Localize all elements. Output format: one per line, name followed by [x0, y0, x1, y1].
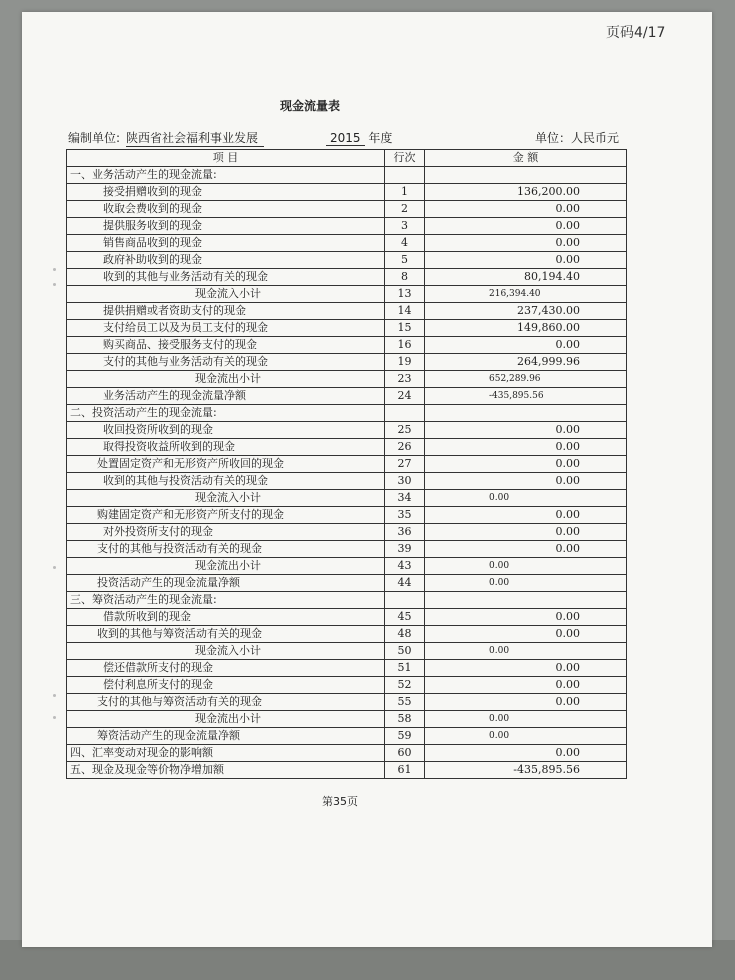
row-amount: 0.00	[425, 218, 627, 235]
table-row	[67, 609, 627, 626]
row-line-number: 19	[385, 354, 425, 371]
row-line-number: 52	[385, 677, 425, 694]
row-amount: 0.00	[425, 626, 627, 643]
table-row	[67, 252, 627, 269]
row-line-number: 26	[385, 439, 425, 456]
table-row	[67, 541, 627, 558]
row-amount: 0.00	[425, 524, 627, 541]
row-item: 提供服务收到的现金	[67, 218, 385, 235]
row-line-number	[385, 405, 425, 422]
table-row	[67, 422, 627, 439]
row-line-number: 45	[385, 609, 425, 626]
row-item: 筹资活动产生的现金流量净额	[67, 728, 385, 745]
row-line-number: 13	[385, 286, 425, 303]
row-amount: 0.00	[425, 643, 627, 660]
row-line-number: 23	[385, 371, 425, 388]
row-amount: 0.00	[425, 490, 627, 507]
row-item: 偿还借款所支付的现金	[67, 660, 385, 677]
row-line-number: 44	[385, 575, 425, 592]
row-amount: 0.00	[425, 422, 627, 439]
row-item: 支付的其他与筹资活动有关的现金	[67, 694, 385, 711]
row-item: 五、现金及现金等价物净增加额	[67, 762, 385, 779]
row-amount: 149,860.00	[425, 320, 627, 337]
row-amount: 216,394.40	[425, 286, 627, 303]
row-line-number: 25	[385, 422, 425, 439]
row-item: 二、投资活动产生的现金流量:	[67, 405, 385, 422]
row-amount: 0.00	[425, 677, 627, 694]
table-row	[67, 490, 627, 507]
row-line-number: 43	[385, 558, 425, 575]
row-item: 一、业务活动产生的现金流量:	[67, 167, 385, 184]
row-item: 收到的其他与投资活动有关的现金	[67, 473, 385, 490]
row-item: 现金流入小计	[67, 643, 385, 660]
row-line-number: 24	[385, 388, 425, 405]
table-row	[67, 235, 627, 252]
row-item: 收到的其他与业务活动有关的现金	[67, 269, 385, 286]
row-amount: 0.00	[425, 337, 627, 354]
row-line-number: 8	[385, 269, 425, 286]
page-footer: 第35页	[322, 795, 358, 808]
row-amount: 0.00	[425, 201, 627, 218]
report-title: 现金流量表	[280, 99, 341, 113]
row-item: 偿付利息所支付的现金	[67, 677, 385, 694]
table-row	[67, 354, 627, 371]
row-amount: 0.00	[425, 694, 627, 711]
row-amount: 80,194.40	[425, 269, 627, 286]
row-amount	[425, 167, 627, 184]
row-line-number: 59	[385, 728, 425, 745]
row-line-number: 60	[385, 745, 425, 762]
row-line-number: 51	[385, 660, 425, 677]
row-line-number: 55	[385, 694, 425, 711]
row-amount	[425, 405, 627, 422]
table-row	[67, 201, 627, 218]
year-suffix: 年度	[368, 131, 393, 145]
col-header-amount: 金 额	[425, 150, 627, 167]
row-amount: 0.00	[425, 745, 627, 762]
row-amount: 0.00	[425, 728, 627, 745]
table-row	[67, 660, 627, 677]
row-line-number: 48	[385, 626, 425, 643]
cash-flow-table	[66, 149, 627, 779]
table-row	[67, 218, 627, 235]
row-item: 三、筹资活动产生的现金流量:	[67, 592, 385, 609]
row-line-number: 2	[385, 201, 425, 218]
row-amount: 136,200.00	[425, 184, 627, 201]
unit-label: 编制单位:	[68, 131, 121, 145]
row-amount: 0.00	[425, 439, 627, 456]
row-amount: 0.00	[425, 473, 627, 490]
table-row	[67, 524, 627, 541]
row-item: 投资活动产生的现金流量净额	[67, 575, 385, 592]
row-item: 收回投资所收到的现金	[67, 422, 385, 439]
currency-unit: 单位：人民币元	[535, 131, 620, 145]
row-item: 现金流入小计	[67, 490, 385, 507]
row-item: 四、汇率变动对现金的影响额	[67, 745, 385, 762]
row-item: 收到的其他与筹资活动有关的现金	[67, 626, 385, 643]
row-item: 收取会费收到的现金	[67, 201, 385, 218]
row-item: 提供捐赠或者资助支付的现金	[67, 303, 385, 320]
row-item: 现金流出小计	[67, 371, 385, 388]
row-line-number: 15	[385, 320, 425, 337]
row-line-number: 3	[385, 218, 425, 235]
table-row	[67, 745, 627, 762]
row-item: 支付给员工以及为员工支付的现金	[67, 320, 385, 337]
row-line-number: 61	[385, 762, 425, 779]
row-line-number: 16	[385, 337, 425, 354]
table-row	[67, 439, 627, 456]
row-line-number: 14	[385, 303, 425, 320]
row-amount: 0.00	[425, 609, 627, 626]
table-row	[67, 677, 627, 694]
row-amount: -435,895.56	[425, 388, 627, 405]
row-line-number: 5	[385, 252, 425, 269]
row-amount: 0.00	[425, 541, 627, 558]
table-row	[67, 388, 627, 405]
row-item: 借款所收到的现金	[67, 609, 385, 626]
table-row	[67, 456, 627, 473]
row-line-number	[385, 592, 425, 609]
table-row	[67, 167, 627, 184]
row-amount: 0.00	[425, 660, 627, 677]
row-item: 现金流入小计	[67, 286, 385, 303]
row-item: 现金流出小计	[67, 558, 385, 575]
page-counter: 页码4/17	[606, 25, 666, 41]
row-line-number: 27	[385, 456, 425, 473]
table-row	[67, 507, 627, 524]
row-item: 对外投资所支付的现金	[67, 524, 385, 541]
row-line-number: 50	[385, 643, 425, 660]
table-row	[67, 762, 627, 779]
row-amount: 0.00	[425, 235, 627, 252]
table-header-row	[67, 150, 627, 167]
unit-name: 陕西省社会福利事业发展	[126, 129, 264, 147]
table-row	[67, 337, 627, 354]
table-row	[67, 269, 627, 286]
table-row	[67, 575, 627, 592]
table-row	[67, 286, 627, 303]
row-item: 购建固定资产和无形资产所支付的现金	[67, 507, 385, 524]
table-row	[67, 728, 627, 745]
row-item: 政府补助收到的现金	[67, 252, 385, 269]
report-year	[326, 129, 392, 146]
table-row	[67, 558, 627, 575]
table-row	[67, 643, 627, 660]
table-row	[67, 711, 627, 728]
col-header-item: 项 目	[67, 150, 385, 167]
row-amount: 0.00	[425, 507, 627, 524]
row-item: 业务活动产生的现金流量净额	[67, 388, 385, 405]
row-amount: 652,289.96	[425, 371, 627, 388]
row-item: 销售商品收到的现金	[67, 235, 385, 252]
row-item: 现金流出小计	[67, 711, 385, 728]
table-row	[67, 320, 627, 337]
table-row	[67, 371, 627, 388]
row-item: 支付的其他与投资活动有关的现金	[67, 541, 385, 558]
row-item: 接受捐赠收到的现金	[67, 184, 385, 201]
row-line-number: 35	[385, 507, 425, 524]
table-row	[67, 405, 627, 422]
table-row	[67, 303, 627, 320]
table-row	[67, 473, 627, 490]
year-value: 2015	[326, 131, 365, 146]
col-header-line: 行次	[385, 150, 425, 167]
row-amount: 237,430.00	[425, 303, 627, 320]
row-line-number: 36	[385, 524, 425, 541]
table-row	[67, 184, 627, 201]
row-amount: 0.00	[425, 575, 627, 592]
table-row	[67, 694, 627, 711]
row-item: 购买商品、接受服务支付的现金	[67, 337, 385, 354]
row-amount: 264,999.96	[425, 354, 627, 371]
row-line-number: 1	[385, 184, 425, 201]
row-item: 支付的其他与业务活动有关的现金	[67, 354, 385, 371]
row-line-number: 39	[385, 541, 425, 558]
row-amount: 0.00	[425, 711, 627, 728]
row-line-number: 58	[385, 711, 425, 728]
table-row	[67, 592, 627, 609]
row-line-number	[385, 167, 425, 184]
row-item: 取得投资收益所收到的现金	[67, 439, 385, 456]
row-line-number: 30	[385, 473, 425, 490]
row-amount	[425, 592, 627, 609]
table-row	[67, 626, 627, 643]
row-line-number: 34	[385, 490, 425, 507]
row-line-number: 4	[385, 235, 425, 252]
row-amount: 0.00	[425, 252, 627, 269]
row-item: 处置固定资产和无形资产所收回的现金	[67, 456, 385, 473]
row-amount: 0.00	[425, 456, 627, 473]
row-amount: -435,895.56	[425, 762, 627, 779]
row-amount: 0.00	[425, 558, 627, 575]
